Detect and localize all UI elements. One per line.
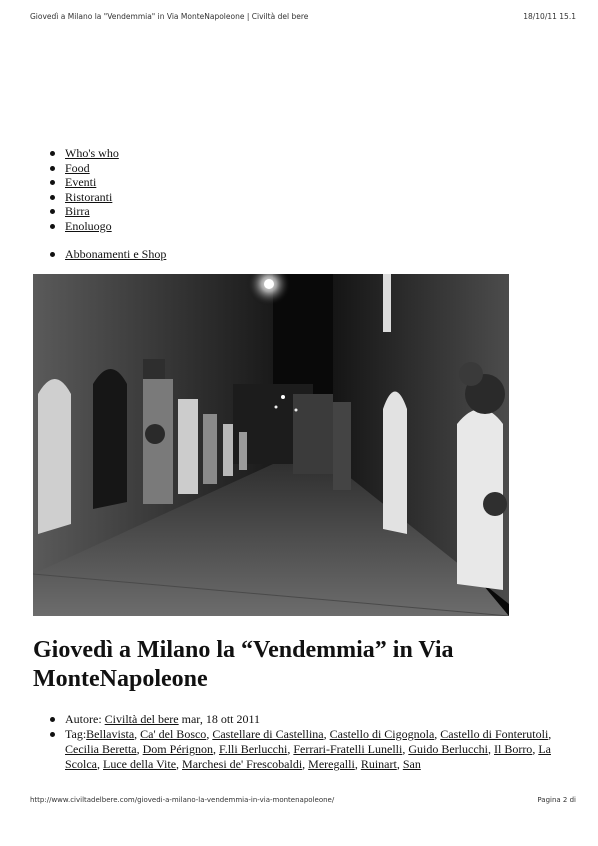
tag-link[interactable]: La Scolca — [65, 742, 551, 771]
tag-link[interactable]: Ruinart — [360, 757, 397, 771]
tag-link[interactable]: Ca' del Bosco — [140, 727, 207, 741]
print-page-number: Pagina 2 di — [537, 796, 576, 804]
tag-link[interactable]: Ferrari-Fratelli Lunelli — [293, 742, 403, 756]
nav-item-enoluogo — [48, 219, 119, 234]
tags-label: Tag: — [65, 727, 87, 741]
tag-link[interactable]: F.lli Berlucchi — [218, 742, 288, 756]
tag-link[interactable]: Luce della Vite — [103, 757, 177, 771]
tag-link[interactable]: Dom Pérignon — [142, 742, 213, 756]
tag-link[interactable]: Marchesi de' Frescobaldi — [182, 757, 303, 771]
print-header — [30, 12, 576, 21]
nav-link-food[interactable]: Food — [65, 160, 90, 175]
tag-link[interactable]: Cecilia Beretta — [65, 742, 137, 756]
secondary-nav — [48, 247, 166, 262]
tag-link[interactable]: Bellavista — [86, 727, 135, 741]
tag-link[interactable]: Castellare di Castellina — [212, 727, 324, 741]
tags-line: Tag:Bellavista, Ca' del Bosco, Castellare di Castellina, Castello di Cigognola, Castello di Fonterutoli, Cecilia Beretta, Dom Pérignon, F.lli Berlucchi, Ferrari-Fratelli Lunelli, Guido Berlucchi, Il Borro, La Scolca, Luce della Vite, Marchesi de' Frescobaldi, Meregalli, Ruinart, San — [48, 727, 578, 772]
author-label: Autore: — [65, 712, 102, 726]
tag-link[interactable]: San — [402, 757, 421, 771]
nav-item-birra — [48, 204, 119, 219]
author-link[interactable]: Civiltà del bere — [104, 712, 179, 726]
author-line — [48, 712, 578, 727]
nav-link-eventi[interactable]: Eventi — [65, 175, 97, 190]
tag-link[interactable]: Castello di Fonterutoli — [440, 727, 549, 741]
tag-link[interactable]: Il Borro — [493, 742, 533, 756]
tag-link[interactable]: Castello di Cigognola — [329, 727, 435, 741]
nav-link-enoluogo[interactable]: Enoluogo — [65, 218, 112, 233]
nav-link-ristoranti[interactable]: Ristoranti — [65, 189, 113, 204]
print-page-title: Giovedì a Milano la "Vendemmia" in Via MonteNapoleone | Civiltà del bere — [30, 12, 309, 21]
article-title: Giovedì a Milano la “Vendemmia” in Via MonteNapoleone — [33, 637, 454, 692]
nav-item-whos-who — [48, 146, 119, 161]
street-night-photo — [33, 274, 509, 616]
nav-item-eventi — [48, 175, 119, 190]
nav-item-food — [48, 161, 119, 176]
print-url: http://www.civiltadelbere.com/giovedi-a-milano-la-vendemmia-in-via-montenapoleone/ — [30, 796, 335, 804]
print-footer — [30, 796, 576, 804]
nav-link-shop[interactable]: Abbonamenti e Shop — [65, 247, 167, 261]
nav-link-birra[interactable]: Birra — [65, 204, 90, 219]
print-datetime: 18/10/11 15.1 — [523, 12, 576, 21]
article-date: mar, 18 ott 2011 — [181, 712, 261, 726]
nav-item-shop — [48, 247, 166, 262]
article-photo — [33, 274, 509, 616]
tag-link[interactable]: Meregalli — [308, 757, 355, 771]
nav-link-whos-who[interactable]: Who's who — [65, 146, 119, 160]
primary-nav — [48, 146, 119, 234]
article-meta — [48, 712, 578, 772]
tag-link[interactable]: Guido Berlucchi — [408, 742, 488, 756]
nav-item-ristoranti — [48, 190, 119, 205]
